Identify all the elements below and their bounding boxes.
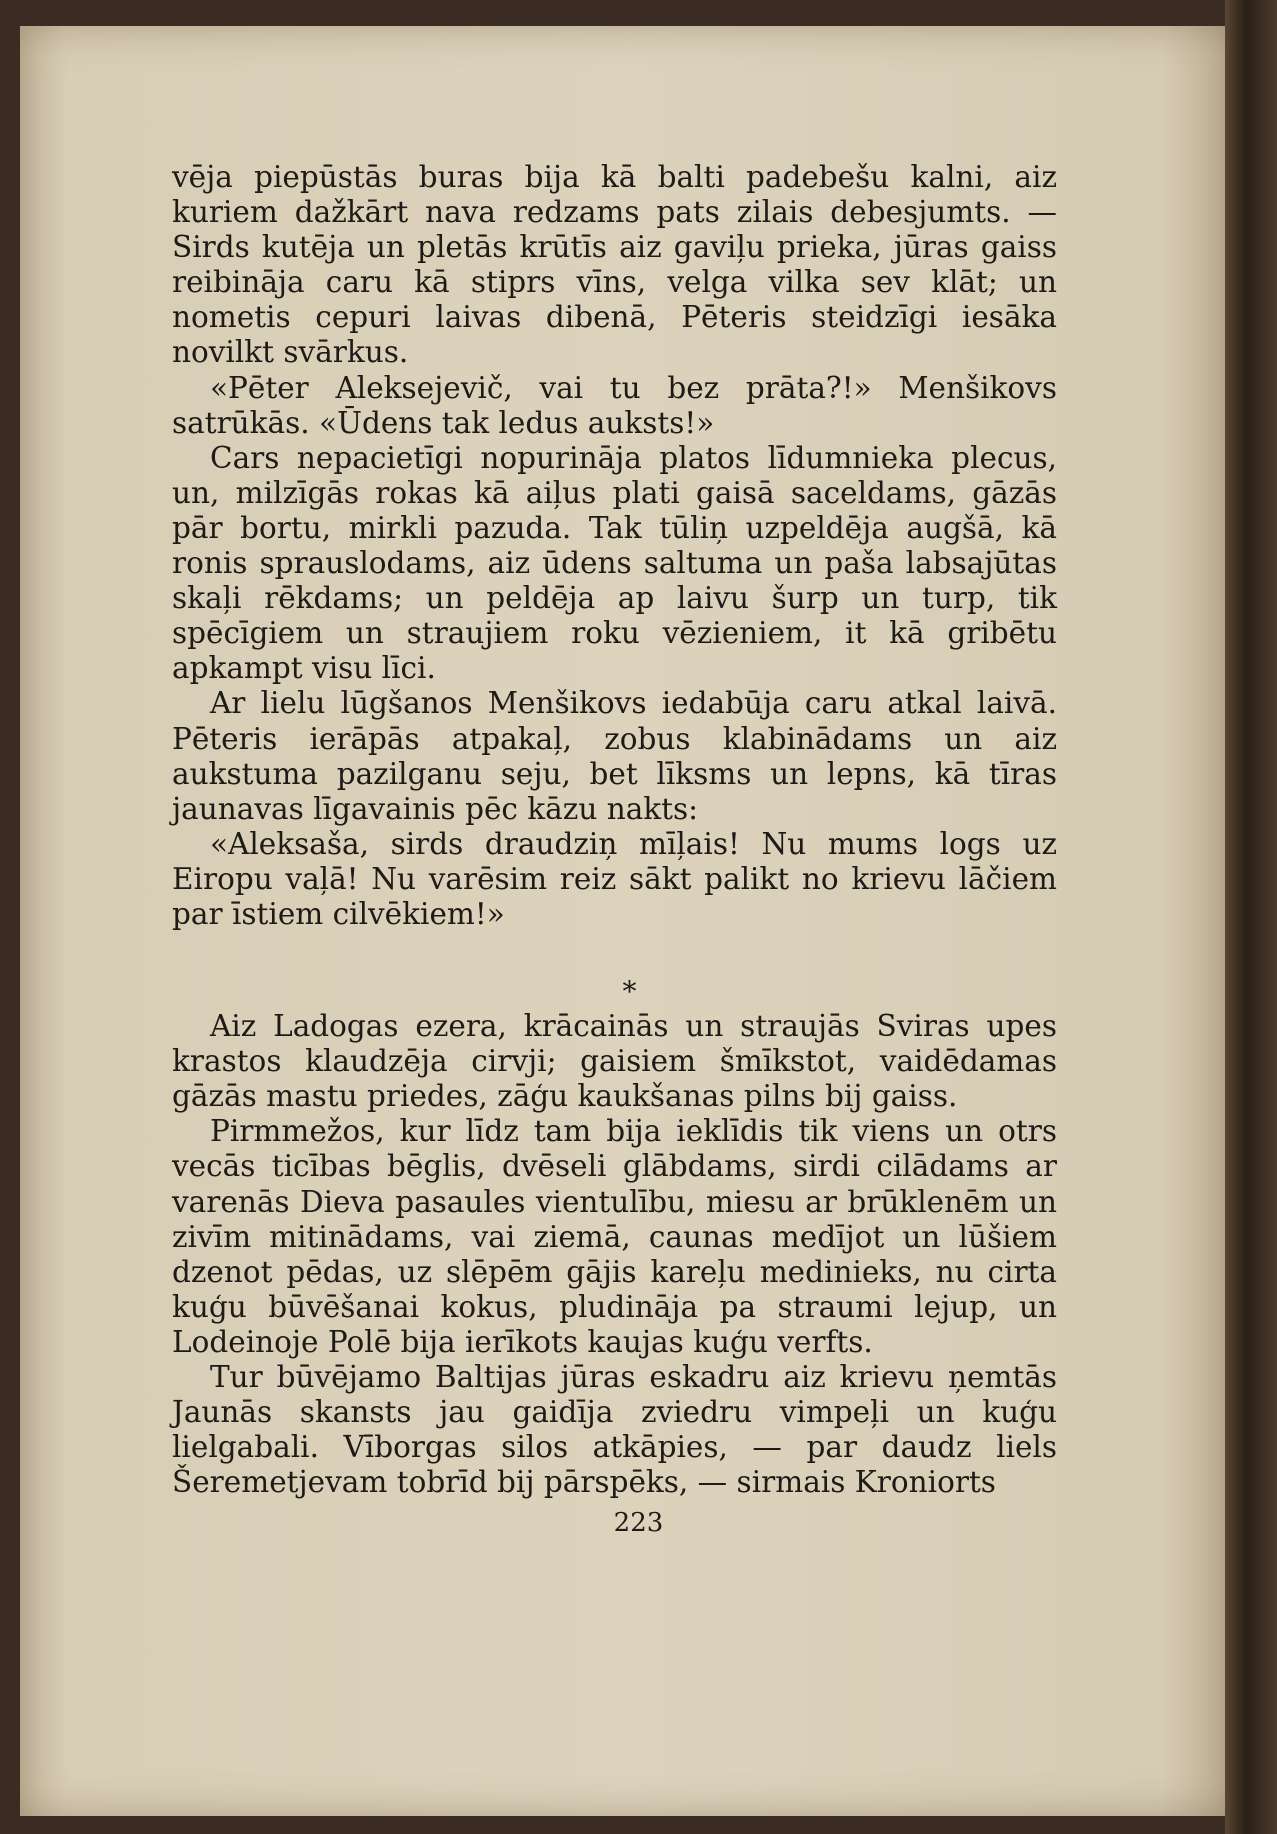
paragraph: Ar lielu lūgšanos Menšikovs iedabūja caru atkal laivā. Pēteris ierāpās atpakaļ, zobus klabinādams un aiz aukstuma pazilganu seju, bet līksms un lepns, kā tīras jaunavas līgavainis pēc kāzu nakts: bbox=[172, 686, 1057, 826]
paragraph: Pirmmežos, kur līdz tam bija ieklīdis tik viens un otrs vecās ticības bēglis, dvēseli glābdams, sirdi cilādams ar varenās Dieva pasaules vientulību, miesu ar brūklenēm un zivīm mitinādams, vai ziemā, caunas medījot un lūšiem dzenot pēdas, uz slēpēm gājis kareļu medinieks, nu cirta kuģu būvēšanai kokus, pludināja pa straumi lejup, un Lodeinoje Polē bija ierīkots kaujas kuģu verfts. bbox=[172, 1114, 1057, 1359]
paragraph: Aiz Ladogas ezera, krācainās un straujās Sviras upes krastos klaudzēja cirvji; gaisiem šmīkstot, vaidēdamas gāzās mastu priedes, zāģu kaukšanas pilns bij gaiss. bbox=[172, 1009, 1057, 1114]
book-spine bbox=[1225, 0, 1277, 1834]
paragraph: «Aleksaša, sirds draudziņ mīļais! Nu mums logs uz Eiropu vaļā! Nu varēsim reiz sākt palikt no krievu lāčiem par īstiem cilvēkiem!» bbox=[172, 826, 1057, 931]
page-text bbox=[172, 160, 1057, 1500]
paragraph: Cars nepacietīgi nopurināja platos līdumnieka plecus, un, milzīgās rokas kā aiļus plati gaisā saceldams, gāzās pār bortu, mirkli pazuda. Tak tūliņ uzpeldēja augšā, kā ronis sprauslodams, aiz ūdens saltuma un paša labsajūtas skaļi rēkdams; un peldēja ap laivu šurp un turp, tik spēcīgiem un straujiem roku vēzieniem, it kā gribētu apkampt visu līci. bbox=[172, 440, 1057, 686]
paragraph: «Pēter Aleksejevič, vai tu bez prāta?!» Menšikovs satrūkās. «Ūdens tak ledus auksts!» bbox=[172, 370, 1057, 440]
page-number: 223 bbox=[613, 1508, 664, 1538]
paragraph: Tur būvējamo Baltijas jūras eskadru aiz krievu ņemtās Jaunās skansts jau gaidīja zviedru vimpeļi un kuģu lielgabali. Vīborgas silos atkāpies, — par daudz liels Šeremetjevam tobrīd bij pārspēks, — sirmais Kroniorts bbox=[172, 1360, 1057, 1500]
paragraph: vēja piepūstās buras bija kā balti padebešu kalni, aiz kuriem dažkārt nava redzams pats zilais debesjumts. — Sirds kutēja un pletās krūtīs aiz gaviļu prieka, jūras gaiss reibināja caru kā stiprs vīns, velga vilka sev klāt; un nometis cepuri laivas dibenā, Pēteris steidzīgi iesāka novilkt svārkus. bbox=[172, 160, 1057, 370]
section-separator: * bbox=[622, 975, 637, 1009]
